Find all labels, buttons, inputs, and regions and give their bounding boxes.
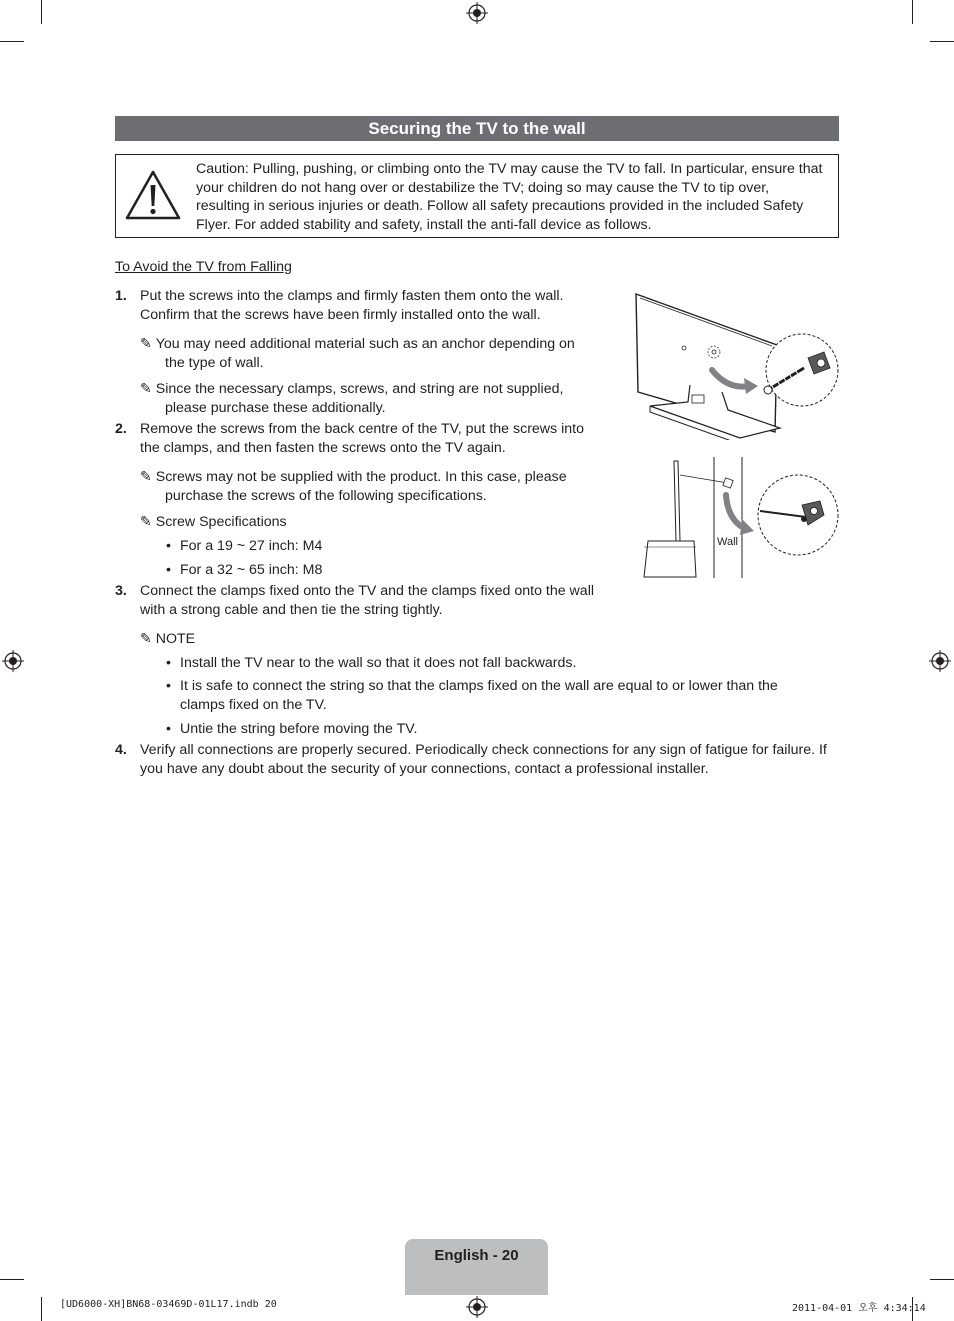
step-number: 2. (115, 421, 127, 437)
caution-box (115, 154, 839, 238)
crop-mark (930, 1279, 954, 1280)
step-number: 1. (115, 288, 127, 304)
pencil-note-icon: ✎ (140, 514, 152, 530)
crop-mark (930, 41, 954, 42)
registration-mark-icon (466, 1296, 488, 1318)
pencil-note-icon: ✎ (140, 336, 152, 352)
step-text: with a strong cable and then tie the string tightly. (140, 602, 443, 618)
pencil-note-icon: ✎ (140, 469, 152, 485)
crop-mark (0, 1279, 24, 1280)
step-text: Connect the clamps fixed onto the TV and the clamps fixed onto the wall (140, 583, 594, 599)
step-text: Confirm that the screws have been firmly installed onto the wall. (140, 307, 541, 323)
note-text: the type of wall. (165, 355, 264, 371)
wall-label: Wall (717, 536, 738, 548)
bullet-text: Untie the string before moving the TV. (180, 721, 418, 737)
note-text: please purchase these additionally. (165, 400, 386, 416)
step-number: 4. (115, 742, 127, 758)
bullet-marker: • (166, 721, 171, 737)
tv-back-illustration (632, 290, 842, 440)
bullet-text: For a 19 ~ 27 inch: M4 (180, 538, 323, 554)
bullet-marker: • (166, 562, 171, 578)
note-item: ✎ Screw Specifications (140, 514, 287, 530)
bullet-marker: • (166, 538, 171, 554)
caution-body: : Pulling, pushing, or climbing onto the TV may cause the TV to fall. In particular, ensure that your children do not hang over or destabilize the TV; doing so may cause the TV to tip over, resulting in serious injuries or death. Follow all safety precautions provided in the included Safety Flyer. For added stability and safety, install the anti-fall device as follows. (196, 161, 823, 233)
caution-text (196, 160, 826, 234)
caution-label: Caution (196, 161, 245, 177)
pencil-note-icon: ✎ (140, 381, 152, 397)
note-item: ✎ Screws may not be supplied with the product. In this case, please (140, 469, 567, 485)
step-text: you have any doubt about the security of your connections, contact a professional installer. (140, 761, 709, 777)
note-text: purchase the screws of the following specifications. (165, 488, 487, 504)
crop-mark (0, 41, 24, 42)
bullet-marker: • (166, 655, 171, 671)
bullet-text: It is safe to connect the string so that the clamps fixed on the wall are equal to or lower than the (180, 678, 778, 694)
crop-mark (912, 0, 913, 24)
note-item: ✎ Since the necessary clamps, screws, and string are not supplied, (140, 381, 564, 397)
warning-triangle-icon (124, 169, 182, 221)
bullet-marker: • (166, 678, 171, 694)
print-slug-right: 2011-04-01 오후 4:34:14 (792, 1303, 926, 1314)
step-number: 3. (115, 583, 127, 599)
pencil-note-icon: ✎ (140, 631, 152, 647)
registration-mark-icon (929, 650, 951, 672)
bullet-text: For a 32 ~ 65 inch: M8 (180, 562, 323, 578)
bullet-text: Install the TV near to the wall so that it does not fall backwards. (180, 655, 577, 671)
note-item: ✎ NOTE (140, 631, 196, 647)
note-item: ✎ You may need additional material such as an anchor depending on (140, 336, 575, 352)
step-text: Verify all connections are properly secured. Periodically check connections for any sign of fatigue for failure. If (140, 742, 827, 758)
registration-mark-icon (466, 2, 488, 24)
registration-mark-icon (2, 650, 24, 672)
step-text: Remove the screws from the back centre of the TV, put the screws into (140, 421, 584, 437)
step-text: Put the screws into the clamps and firmly fasten them onto the wall. (140, 288, 564, 304)
page-number-tab: English - 20 (405, 1239, 548, 1295)
crop-mark (41, 1297, 42, 1321)
subheading: To Avoid the TV from Falling (115, 259, 292, 275)
crop-mark (41, 0, 42, 24)
print-slug-left: [UD6000-XH]BN68-03469D-01L17.indb 20 (60, 1299, 277, 1310)
section-title: Securing the TV to the wall (115, 116, 839, 141)
tv-wall-side-illustration (640, 455, 840, 580)
step-text: the clamps, and then fasten the screws onto the TV again. (140, 440, 506, 456)
bullet-text: clamps fixed on the TV. (180, 697, 327, 713)
